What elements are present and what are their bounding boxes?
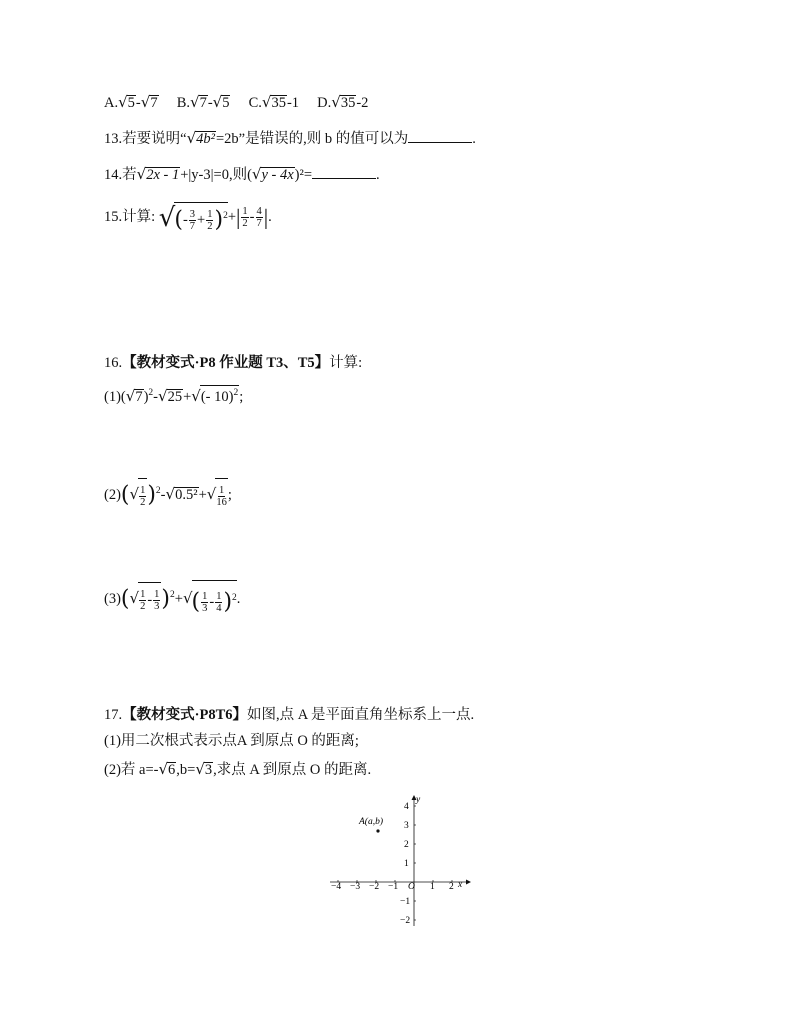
q14-answer-blank[interactable] xyxy=(312,166,376,179)
x-tick-label: 2 xyxy=(449,882,454,892)
q13-middle: =2b”是错误的,则 b 的值可以为 xyxy=(215,131,409,147)
q16-p3-frac1-num: 1 xyxy=(140,589,146,601)
q15-frac4-den: 7 xyxy=(256,218,262,230)
q14-prefix: 14.若 xyxy=(104,167,137,183)
q16-part-2: (2)(√ $\frac{1}{2}$ )$^2$-√0.5²+√ $\frac{1}{16}$ ; xyxy=(104,474,232,513)
q13-radicand: 4b² xyxy=(196,131,215,147)
q15-frac2-num: 1 xyxy=(207,208,213,220)
q14-suffix-a: )²= xyxy=(294,167,313,183)
x-tick-label: −1 xyxy=(388,882,399,892)
q16-part-1: $(1)(√7)^2-√25+√(-$ 10)$^2$; xyxy=(104,386,244,405)
q16-p2-frac-num: 1 xyxy=(140,485,146,497)
answer-options xyxy=(104,92,368,113)
q14-suffix-b: . xyxy=(376,167,380,183)
q16-number: 16. xyxy=(104,355,123,371)
q17-p2-radicand-1: 6 xyxy=(168,762,176,778)
x-axis-arrow-icon xyxy=(466,880,471,885)
q17-part-1-text: (1)用二次根式表示点A 到原点 O 的距离; xyxy=(104,733,359,749)
q17-source-tag: 【教材变式·P8T6】 xyxy=(122,707,247,723)
q16-p2-frac-den: 2 xyxy=(140,497,146,509)
x-tick-label: −4 xyxy=(331,882,342,892)
y-tick-label: 4 xyxy=(404,802,409,812)
q17-p2-mid: ,b= xyxy=(176,762,196,778)
q14-middle: +|y-3|=0,则( xyxy=(180,167,252,183)
q15-frac3-num: 1 xyxy=(242,206,248,218)
q16-p3-frac4-num: 1 xyxy=(216,590,222,602)
q16-p3-frac3-num: 1 xyxy=(202,590,208,602)
x-tick-label: −2 xyxy=(369,882,380,892)
option-b: B.√7-√5 xyxy=(176,93,230,111)
origin-label: O xyxy=(408,882,415,892)
q13-answer-blank[interactable] xyxy=(408,130,472,143)
point-a xyxy=(376,829,379,832)
q15-frac3-den: 2 xyxy=(242,218,248,230)
y-tick-label: −2 xyxy=(400,916,411,926)
x-tick-label: 1 xyxy=(430,882,435,892)
q16-instruction: 计算: xyxy=(329,355,363,371)
q16-p2-frac2-den: 16 xyxy=(216,497,227,509)
question-13: 13.若要说明“√4b²=2b”是错误的,则 b 的值可以为 . xyxy=(104,129,476,147)
question-14: 14.若√2x - 1+|y-3|=0,则(√y - 4x)²= . xyxy=(104,165,380,183)
q16-p3-frac1-den: 2 xyxy=(140,601,146,613)
x-axis-label: x xyxy=(458,880,463,890)
q17-p2-post: ,求点 A 到原点 O 的距离. xyxy=(213,762,372,778)
point-a-label: A(a,b) xyxy=(359,817,384,827)
y-tick-label: 2 xyxy=(404,840,409,850)
q15-label: 15.计算: xyxy=(104,209,156,225)
q17-part-2: (2)若 a=-√6,b=√3,求点 A 到原点 O 的距离. xyxy=(104,760,372,778)
y-axis-label: y xyxy=(416,795,421,805)
q16-source-tag: 【教材变式·P8 作业题 T3、T5】 xyxy=(122,355,330,371)
q17-instruction: 如图,点 A 是平面直角坐标系上一点. xyxy=(247,707,475,723)
q17-number: 17. xyxy=(104,707,123,723)
q16-part-3: (3)(√ $\frac{1}{2}$ - $\frac{1}{3}$ )$^2$+√( $\frac{1}{3}$ - $\frac{1}{4}$ )$^2$. xyxy=(104,578,240,619)
q16-part-2-label: (2) xyxy=(104,486,121,503)
q13-prefix: 13.若要说明“ xyxy=(104,131,187,147)
q16-part-3-label: (3) xyxy=(104,590,121,607)
question-16 xyxy=(104,353,362,373)
q17-part-1 xyxy=(104,731,359,751)
y-tick-label: 1 xyxy=(404,859,409,869)
q16-p2-frac2-num: 1 xyxy=(218,485,225,497)
option-c: C.√35-1 xyxy=(248,93,300,111)
y-tick-label: 3 xyxy=(404,821,409,831)
q16-p2-radicand: 0.5² xyxy=(175,486,198,503)
q14-radicand-1: 2x - 1 xyxy=(146,167,180,183)
option-a: A.√5-√7 xyxy=(104,93,158,111)
q16-p3-frac2-den: 3 xyxy=(154,601,160,613)
coordinate-plane-figure xyxy=(326,792,476,932)
question-17 xyxy=(104,705,474,725)
q17-p2-pre: (2)若 a=- xyxy=(104,762,159,778)
q15-frac1-den: 7 xyxy=(189,220,196,232)
y-tick-label: −1 xyxy=(400,897,411,907)
q15-frac1-num: 3 xyxy=(189,208,196,220)
x-tick-label: −3 xyxy=(350,882,361,892)
q13-suffix: . xyxy=(472,131,476,147)
q16-p3-frac4-den: 4 xyxy=(216,602,222,614)
question-15: 15.计算: √(- $\frac{3}{7}$ + $\frac{1}{2}$ )$^2$+| $\frac{1}{2}$ - $\frac{4}{7}$ |. xyxy=(104,202,272,233)
q16-p3-frac3-den: 3 xyxy=(202,602,208,614)
q15-frac4-num: 4 xyxy=(256,206,262,218)
option-d: D.√35-2 xyxy=(317,93,369,111)
q16-p3-frac2-num: 1 xyxy=(154,589,160,601)
q17-p2-radicand-2: 3 xyxy=(204,762,213,778)
q14-radicand-2: y - 4x xyxy=(261,167,294,183)
q15-frac2-den: 2 xyxy=(207,220,213,232)
